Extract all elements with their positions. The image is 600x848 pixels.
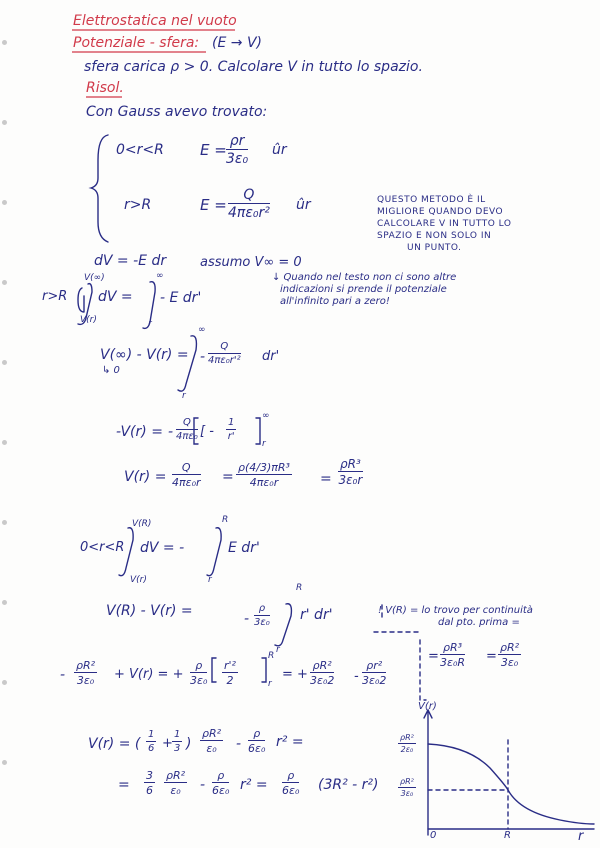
case1-condition: 0<r<R bbox=[116, 142, 164, 158]
case2-field-lhs: E = bbox=[200, 196, 227, 214]
graph-x-label: r bbox=[578, 829, 584, 844]
step2-tail: dr' bbox=[262, 349, 280, 364]
continuity-den-1: 3ε₀R bbox=[440, 656, 465, 669]
step3-sign: - bbox=[168, 424, 174, 440]
continuity-fraction-2 bbox=[498, 642, 521, 668]
outside-step4-lhs: V(r) = bbox=[124, 469, 167, 485]
step3-denominator: 4πε₀ bbox=[176, 431, 198, 442]
note-line-2: MIGLIORE QUANDO DEVO bbox=[377, 207, 504, 217]
inside-step1-lower: r bbox=[276, 645, 280, 655]
problem-statement: sfera carica ρ > 0. Calcolare V in tutto lo spazio. bbox=[84, 59, 423, 75]
inside-step2-minus: - bbox=[60, 667, 66, 683]
step2-int-upper: ∞ bbox=[198, 325, 206, 335]
final-den-2: 6ε₀ bbox=[248, 742, 266, 755]
step4-eq-2: = bbox=[320, 471, 332, 487]
final-fraction-2 bbox=[248, 728, 265, 754]
final-b-num: 1 bbox=[174, 729, 181, 740]
inside-step1-den: 3ε₀ bbox=[254, 617, 270, 628]
line2-num-1: 3 bbox=[146, 769, 153, 782]
inside-step1-upper: R bbox=[296, 583, 303, 593]
inside-step2-minus-2: - bbox=[354, 669, 359, 684]
line2-r2: r² = bbox=[240, 777, 268, 793]
continuity-den-2: 3ε₀ bbox=[500, 656, 519, 669]
final-close: ) bbox=[186, 736, 192, 752]
gauss-intro: Con Gauss avevo trovato: bbox=[86, 104, 268, 120]
continuity-eq-2: = bbox=[486, 649, 497, 664]
infinity-remark bbox=[272, 272, 456, 308]
int1-lower-limit: V(r) bbox=[80, 315, 97, 325]
continuity-eq: = bbox=[428, 649, 439, 664]
step2-denominator: 4πε₀r'² bbox=[208, 355, 241, 366]
outside-step3-lhs: -V(r) = bbox=[116, 424, 163, 440]
note-line-4: SPAZIO E NON SOLO IN bbox=[377, 231, 492, 241]
graph-mid-label bbox=[398, 778, 416, 798]
subtitle-tag: (E → V) bbox=[212, 35, 262, 51]
remark-line-2: indicazioni si prende il potenziale bbox=[280, 284, 447, 295]
line2-den-4: 6ε₀ bbox=[282, 784, 300, 797]
inside-int2-lower: r bbox=[208, 575, 212, 585]
inside-int2-body: E dr' bbox=[228, 540, 260, 556]
continuity-num-2: ρR² bbox=[500, 641, 520, 654]
step3-fraction bbox=[176, 418, 198, 442]
remark-line-3: all'infinito pari a zero! bbox=[280, 296, 390, 307]
inside-step2-num-5: ρr² bbox=[362, 660, 386, 673]
graph-peak-label bbox=[398, 734, 416, 754]
inside-int2-upper: R bbox=[222, 515, 229, 525]
outside-region-label: r>R bbox=[42, 289, 68, 304]
continuity-fraction-1 bbox=[440, 642, 465, 668]
final-lhs: V(r) = ( bbox=[88, 736, 141, 752]
line2-num-3: ρ bbox=[212, 770, 229, 783]
inside-step1-minus: - bbox=[244, 611, 250, 627]
line2-minus: - bbox=[200, 777, 206, 793]
final-fraction-1 bbox=[200, 728, 223, 754]
int1-upper-limit: V(∞) bbox=[84, 273, 105, 283]
inside-step2-num-1: ρR² bbox=[76, 659, 96, 672]
graph-peak-den: 2ε₀ bbox=[400, 745, 414, 754]
inside-step2-fraction-4 bbox=[310, 660, 334, 686]
graph-r-tick: R bbox=[504, 830, 511, 841]
step3-bracket: [ - bbox=[200, 424, 214, 439]
solution-label: Risol. bbox=[86, 80, 124, 96]
case2-unit-vector: ûr bbox=[296, 197, 311, 213]
case1-numerator: ρr bbox=[226, 134, 248, 150]
final-minus: - bbox=[236, 736, 242, 752]
step3-lower: r bbox=[262, 439, 266, 449]
inside-step2-num-4: ρR² bbox=[310, 660, 334, 673]
case1-denominator: 3ε₀ bbox=[226, 151, 249, 167]
step3-numerator: Q bbox=[176, 418, 198, 430]
method-note bbox=[377, 194, 511, 254]
note-line-3: CALCOLARE V IN TUTTO LO bbox=[377, 219, 512, 229]
step4-num-1: Q bbox=[172, 462, 201, 475]
line2-tail: (3R² - r²) bbox=[318, 777, 379, 793]
inside-step2-fraction-5 bbox=[362, 660, 386, 686]
line2-fraction-4 bbox=[282, 770, 299, 796]
case1-fraction bbox=[226, 134, 248, 166]
inside-int-body: dV = - bbox=[140, 540, 185, 556]
line2-fraction-1 bbox=[144, 770, 155, 796]
inside-int-lower: V(r) bbox=[130, 575, 147, 585]
inside-step2-eq: = + bbox=[282, 667, 308, 682]
case2-denominator: 4πε₀r² bbox=[228, 205, 270, 221]
inside-step1-body: r' dr' bbox=[300, 607, 333, 623]
graph-mid-num: ρR² bbox=[400, 777, 414, 786]
dv-relation: dV = -E dr bbox=[94, 253, 167, 269]
step4-den-1: 4πε₀r bbox=[172, 476, 201, 489]
inside-step1-fraction bbox=[254, 604, 270, 628]
step4-num-2: ρ(4/3)πR³ bbox=[238, 461, 290, 474]
case1-unit-vector: ûr bbox=[272, 142, 287, 158]
final-r2: r² = bbox=[276, 734, 304, 750]
final-num-2: ρ bbox=[248, 728, 265, 741]
step4-num-3: ρR³ bbox=[340, 457, 361, 471]
final-plus: + bbox=[162, 736, 173, 751]
page-subtitle: Potenziale - sfera: bbox=[73, 35, 200, 51]
final-num-1: ρR² bbox=[202, 727, 222, 740]
inside-step2-num-3: r'² bbox=[224, 659, 236, 672]
case1-field-lhs: E = bbox=[200, 141, 227, 159]
inside-step2-den-5: 3ε₀2 bbox=[362, 674, 387, 687]
inside-step2-fraction-2 bbox=[190, 660, 207, 686]
case2-condition: r>R bbox=[124, 197, 152, 213]
graph-mid-den: 3ε₀ bbox=[400, 789, 414, 798]
line2-den-2: ε₀ bbox=[170, 784, 181, 797]
continuity-line-2: dal pto. prima = bbox=[438, 617, 520, 628]
continuity-remark bbox=[378, 605, 533, 629]
inside-step2-fraction-1 bbox=[74, 660, 97, 686]
step3-inner-fraction bbox=[226, 418, 236, 442]
inside-step1-lhs: V(R) - V(r) = bbox=[106, 603, 193, 619]
final-fraction-b bbox=[172, 730, 182, 754]
step3-inner-denominator: r' bbox=[227, 431, 235, 442]
step4-fraction-3 bbox=[338, 458, 363, 486]
inside-step2-num-2: ρ bbox=[190, 660, 207, 673]
note-line-5: UN PUNTO. bbox=[407, 243, 462, 253]
graph-peak-num: ρR² bbox=[400, 733, 414, 742]
step2-numerator: Q bbox=[208, 342, 241, 354]
case2-numerator: Q bbox=[228, 188, 270, 204]
step2-int-lower: r bbox=[182, 391, 186, 401]
line2-num-4: ρ bbox=[282, 770, 299, 783]
inside-step2-den-4: 3ε₀2 bbox=[310, 674, 335, 687]
inside-step2-den-1: 3ε₀ bbox=[76, 674, 95, 687]
case2-fraction bbox=[228, 188, 270, 220]
step4-fraction-2 bbox=[236, 462, 292, 488]
inside-step2-lower: r bbox=[268, 679, 272, 689]
final-a-num: 1 bbox=[148, 729, 155, 740]
inside-step2-plus: + V(r) = + bbox=[114, 667, 184, 682]
line2-eq: = bbox=[118, 777, 130, 793]
inside-int-upper: V(R) bbox=[132, 519, 152, 529]
line2-den-1: 6 bbox=[146, 784, 153, 797]
step4-den-3: 3ε₀r bbox=[338, 473, 363, 487]
final-fraction-a bbox=[146, 730, 156, 754]
continuity-num-1: ρR³ bbox=[440, 642, 465, 655]
int2-lower-limit: r bbox=[148, 319, 152, 329]
inside-step2-den-2: 3ε₀ bbox=[190, 674, 208, 687]
step4-fraction-1 bbox=[172, 462, 201, 488]
outside-step2-zero: ↳ 0 bbox=[102, 365, 120, 376]
final-b-den: 3 bbox=[174, 743, 181, 754]
continuity-line-1: ! V(R) = lo trovo per continuità bbox=[378, 605, 533, 616]
graph-y-label: V(r) bbox=[418, 701, 437, 712]
step2-fraction bbox=[208, 342, 241, 366]
final-a-den: 6 bbox=[148, 743, 155, 754]
inside-region-label: 0<r<R bbox=[80, 540, 125, 555]
step4-den-2: 4πε₀r bbox=[249, 476, 279, 489]
step4-eq-1: = bbox=[222, 469, 234, 485]
inside-step2-den-3: 2 bbox=[226, 674, 234, 687]
line2-num-2: ρR² bbox=[166, 769, 186, 782]
int2-body: - E dr' bbox=[160, 290, 202, 306]
step2-minus: - bbox=[200, 349, 206, 365]
inside-step2-fraction-3 bbox=[222, 660, 238, 686]
infinity-assumption: assumo V∞ = 0 bbox=[200, 255, 302, 270]
note-line-1: QUESTO METODO È IL bbox=[377, 195, 486, 205]
int2-upper-limit: ∞ bbox=[156, 271, 164, 281]
remark-line-1: ↓ Quando nel testo non ci sono altre bbox=[272, 272, 457, 283]
line2-fraction-2 bbox=[164, 770, 187, 796]
page-title: Elettrostatica nel vuoto bbox=[73, 13, 237, 29]
step3-inner-numerator: 1 bbox=[228, 417, 235, 428]
inside-step2-upper: R bbox=[268, 651, 275, 661]
inside-step1-num: ρ bbox=[254, 604, 270, 616]
outside-step2-lhs: V(∞) - V(r) = bbox=[100, 347, 189, 363]
final-den-1: ε₀ bbox=[206, 742, 217, 755]
graph-origin: 0 bbox=[430, 830, 437, 841]
line2-fraction-3 bbox=[212, 770, 229, 796]
step3-upper: ∞ bbox=[262, 411, 270, 421]
int1-body: dV = bbox=[98, 289, 133, 305]
line2-den-3: 6ε₀ bbox=[212, 784, 230, 797]
